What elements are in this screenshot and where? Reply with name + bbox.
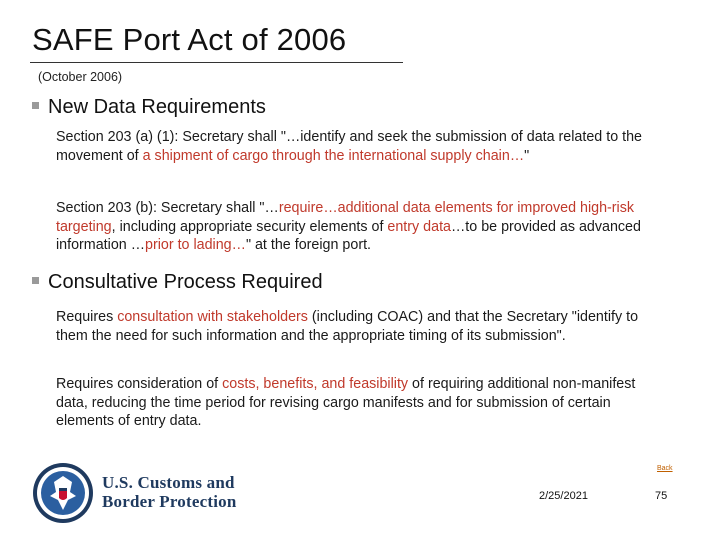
paragraph-text: (including COAC) and that the Secretary "identify to them the need for such information and the appropriate timing of its submission". [56,309,639,344]
paragraph-section-203a [56,128,656,165]
square-bullet-icon [32,277,39,284]
slide-title: SAFE Port Act of 2006 [32,22,347,57]
highlighted-text: costs, benefits, and feasibility [222,376,409,392]
highlighted-text: consultation with stakeholders [117,309,308,325]
highlighted-text: prior to lading… [145,237,246,253]
agency-name-line1: U.S. Customs and [102,473,235,492]
paragraph-text: Section 203 (a) (1): Secretary shall "…identify and seek the submission of data related to the movement of [56,129,642,164]
paragraph-text: …to be provided as advanced information … [56,218,641,253]
paragraph-text: Requires [56,309,118,325]
agency-name-line2: Border Protection [102,492,237,511]
bullet-new-data-requirements [32,96,266,119]
paragraph-text: " at the foreign port. [245,237,372,253]
paragraph-text: , including appropriate security elements of [111,218,388,235]
highlighted-text: a shipment of cargo through the international supply chain… [142,147,525,164]
highlighted-text: require…additional data elements for improved high-risk targeting [56,200,635,235]
back-link[interactable]: Back [657,465,673,472]
paragraph-text: Requires consideration of [56,376,223,392]
paragraph-text: " [524,147,530,164]
bullet-consultative-process [32,271,323,294]
paragraph-text: Section 203 (b): Secretary shall "… [56,200,279,216]
dhs-seal-icon [32,462,94,524]
title-underline [30,62,403,63]
slide-date: 2/25/2021 [539,490,588,502]
agency-name [102,473,237,511]
bullet-heading: New Data Requirements [48,96,266,118]
paragraph-section-203b [56,199,656,255]
paragraph-consideration [56,375,656,431]
page-number: 75 [655,490,668,502]
paragraph-consultation [56,308,656,345]
paragraph-text: of requiring additional non-manifest data, reducing the time period for revising cargo manifests and for submission of certain elements of entry data. [56,376,636,429]
highlighted-text: entry data [387,218,451,235]
slide-subtitle: (October 2006) [38,70,123,84]
square-bullet-icon [32,102,39,109]
bullet-heading: Consultative Process Required [48,271,323,293]
